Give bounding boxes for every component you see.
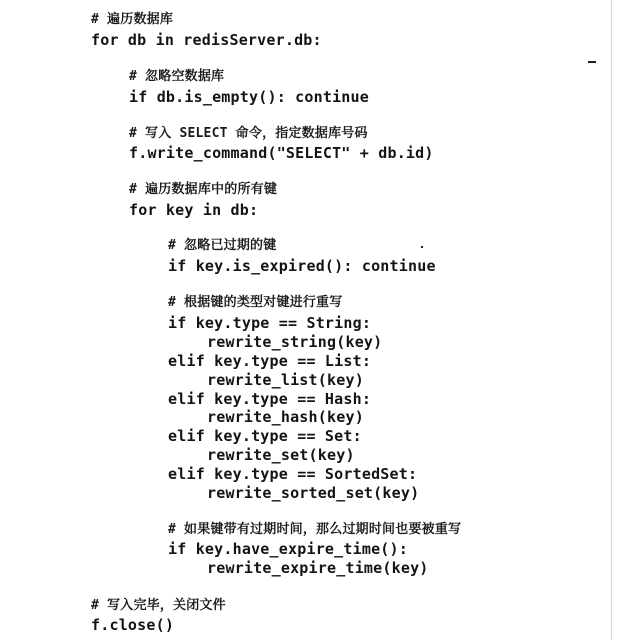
code-elif-type-hash: elif key.type == Hash:	[168, 390, 372, 408]
comment-rewrite-expire: # 如果键带有过期时间，那么过期时间也要被重写	[168, 522, 462, 537]
scan-speck	[421, 246, 423, 248]
code-if-db-empty: if db.is_empty(): continue	[129, 88, 369, 106]
code-elif-type-list: elif key.type == List:	[168, 352, 372, 370]
code-rewrite-list: rewrite_list(key)	[207, 371, 364, 389]
code-rewrite-set: rewrite_set(key)	[207, 446, 355, 464]
comment-write-select: # 写入 SELECT 命令，指定数据库号码	[129, 126, 368, 141]
page-edge-divider	[611, 0, 612, 640]
code-write-select-command: f.write_command("SELECT" + db.id)	[129, 144, 434, 162]
comment-close-file: # 写入完毕，关闭文件	[91, 598, 226, 613]
comment-skip-expired-key: # 忽略已过期的键	[168, 238, 277, 253]
code-elif-type-sortedset: elif key.type == SortedSet:	[168, 465, 418, 483]
comment-skip-empty-db: # 忽略空数据库	[129, 69, 225, 84]
code-if-key-expired: if key.is_expired(): continue	[168, 257, 436, 275]
code-file-close: f.close()	[91, 616, 175, 634]
code-rewrite-hash: rewrite_hash(key)	[207, 408, 364, 426]
code-rewrite-sorted-set: rewrite_sorted_set(key)	[207, 484, 420, 502]
scan-speck	[588, 61, 596, 63]
comment-traverse-databases: # 遍历数据库	[91, 12, 174, 27]
code-if-have-expire-time: if key.have_expire_time():	[168, 540, 408, 558]
comment-rewrite-by-type: # 根据键的类型对键进行重写	[168, 295, 343, 310]
code-rewrite-expire-time: rewrite_expire_time(key)	[207, 559, 429, 577]
comment-traverse-keys: # 遍历数据库中的所有键	[129, 182, 278, 197]
code-if-type-string: if key.type == String:	[168, 314, 372, 332]
code-rewrite-string: rewrite_string(key)	[207, 333, 383, 351]
code-for-db-loop: for db in redisServer.db:	[91, 31, 322, 49]
code-for-key-loop: for key in db:	[129, 201, 259, 219]
code-elif-type-set: elif key.type == Set:	[168, 427, 362, 445]
